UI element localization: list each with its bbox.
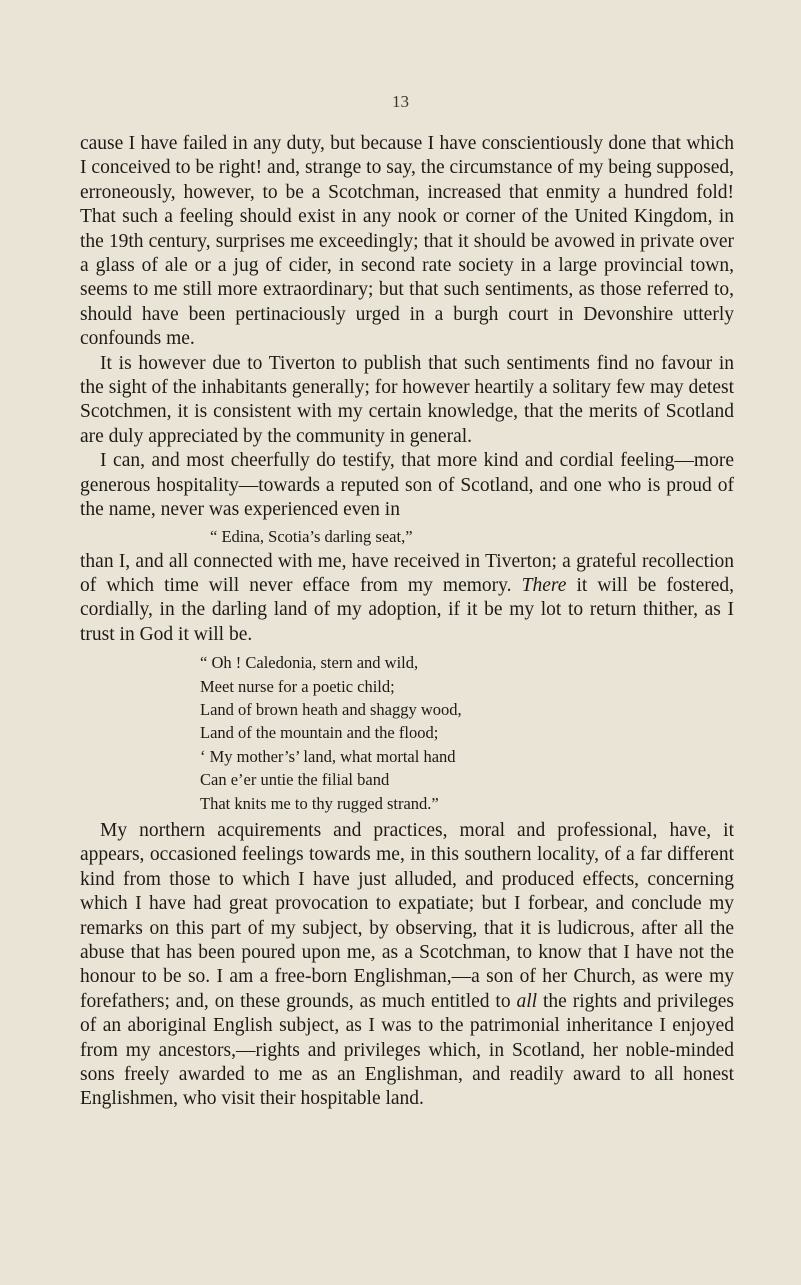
paragraph-4 <box>80 550 734 648</box>
page-number: 13 <box>392 92 409 111</box>
verse-block <box>80 651 734 815</box>
paragraph-4-part-b: it will be fostered, cordially, in the darling land of my adoption, if it be my lot to return thither, as I trust in God it will be. <box>80 574 734 645</box>
paragraph-3: I can, and most cheerfully do testify, that more kind and cordial feeling—more generous hospitality—towards a reputed son of Scotland, and one who is proud of the name, never was experienced even in <box>80 450 734 521</box>
paragraph-1: cause I have failed in any duty, but because I have conscientiously done that which I conceived to be right! and, strange to say, the circumstance of my being supposed, erroneously, however, to be a Scotchman, increased that enmity a hundred fold! That such a feeling should exist in any nook or corner of the United Kingdom, in the 19th century, surprises me exceedingly; that it should be avowed in private over a glass of ale or a jug of cider, in second rate society in a large provincial town, seems to me still more extraordinary; but that such sentiments, as those referred to, should have been pertinaciously urged in a burgh court in Devonshire utterly confounds me. <box>80 133 734 350</box>
verse-line: That knits me to thy rugged strand.” <box>200 793 439 813</box>
paragraph-2: It is however due to Tiverton to publish that such sentiments find no favour in the sight of the inhabitants generally; for however heartily a solitary few may detest Scotchmen, it is consistent with my certain knowledge, that the merits of Scotland are duly appreciated by the community in general. <box>80 352 734 447</box>
body-text <box>80 132 734 1112</box>
verse-line: Meet nurse for a poetic child; <box>200 676 395 696</box>
paragraph-5-emphasis: all <box>516 990 538 1012</box>
verse-line: ‘ My mother’s’ land, what mortal hand <box>200 746 456 766</box>
verse-line: “ Oh ! Caledonia, stern and wild, <box>200 653 419 673</box>
verse-line: Land of brown heath and shaggy wood, <box>200 699 462 719</box>
paragraph-4-part-a: than I, and all connected with me, have received in Tiverton; a grateful recollection of which time will never efface from my memory. <box>80 550 734 596</box>
paragraph-5-part-a: My northern acquirements and practices, moral and professional, have, it appears, occasioned feelings towards me, in this southern locality, of a far different kind from those to which I have just alluded, and produced effects, concerning which I have had great provocation to expatiate; but I forbear, and conclude my remarks on this part of my subject, by observing, that it is ludicrous, after all the abuse that has been poured upon me, as a Scotchman, to know that I have not the honour to be so. I am a free-born Englishman,—a son of her Church, as were my forefathers; and, on these grounds, as much entitled to <box>80 819 734 1012</box>
quotation-edina: “ Edina, Scotia’s darling seat,” <box>210 526 413 546</box>
paragraph-5 <box>80 819 734 1112</box>
paragraph-4-emphasis: There <box>521 574 567 596</box>
verse-line: Can e’er untie the filial band <box>200 770 390 790</box>
paragraph-5-part-b: the rights and privileges of an aboriginal English subject, as I was to the patrimonial inheritance I enjoyed from my ancestors,—rights and privileges which, in Scotland, her noble-minded sons freely awarded to me as an Englishman, and readily award to all honest Englishmen, who visit their hospitable land. <box>80 990 734 1110</box>
verse-line: Land of the mountain and the flood; <box>200 723 439 743</box>
